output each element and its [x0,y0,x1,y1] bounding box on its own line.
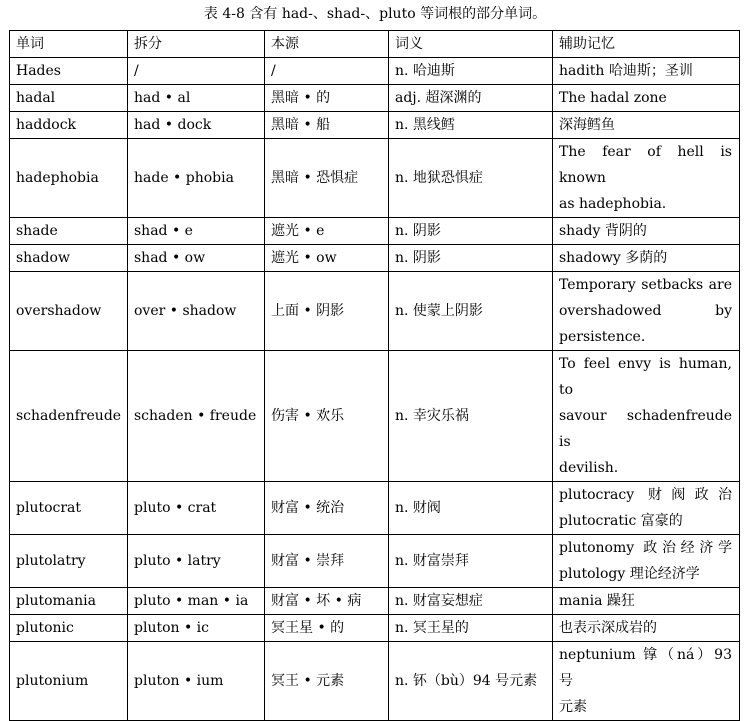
cell-word: shade [10,218,128,245]
cell-memory [553,482,740,535]
table-row [10,351,740,482]
cell-meaning: n. 地狱恐惧症 [389,139,553,218]
cell-word: shadow [10,245,128,272]
header-word: 单词 [10,31,128,58]
vocabulary-table [9,30,740,721]
header-meaning: 词义 [389,31,553,58]
cell-meaning: n. 幸灾乐祸 [389,351,553,482]
cell-word: haddock [10,112,128,139]
cell-word: schadenfreude [10,351,128,482]
memory-line: persistence. [559,329,646,345]
cell-origin: 财富 • 崇拜 [265,535,389,588]
memory-line: plutology 理论经济学 [559,566,700,582]
table-row [10,482,740,535]
header-memory: 辅助记忆 [553,31,740,58]
cell-word: plutonium [10,642,128,721]
memory-line: overshadowed by [559,303,732,319]
cell-split: / [128,58,265,85]
cell-word: hadal [10,85,128,112]
cell-split: pluton • ic [128,615,265,642]
cell-memory [553,351,740,482]
memory-line: 深海鳕鱼 [559,117,615,133]
table-row [10,85,740,112]
cell-origin: 遮光 • ow [265,245,389,272]
cell-meaning: n. 哈迪斯 [389,58,553,85]
table-row [10,245,740,272]
memory-line: as hadephobia. [559,196,667,212]
cell-meaning: n. 财富崇拜 [389,535,553,588]
cell-split: had • dock [128,112,265,139]
memory-line: 也表示深成岩的 [559,620,657,636]
cell-word: hadephobia [10,139,128,218]
table-row [10,112,740,139]
table-row [10,139,740,218]
cell-word: plutonic [10,615,128,642]
cell-memory [553,85,740,112]
header-split: 拆分 [128,31,265,58]
memory-line: plutocracy 财阀政治 [559,487,732,503]
table-body [10,58,740,721]
cell-split: had • al [128,85,265,112]
memory-line: mania 躁狂 [559,593,635,609]
memory-line: shady 背阴的 [559,223,647,239]
table-row [10,588,740,615]
cell-split: hade • phobia [128,139,265,218]
cell-memory [553,139,740,218]
cell-meaning: n. 黑线鳕 [389,112,553,139]
cell-origin: 财富 • 统治 [265,482,389,535]
cell-origin: 黑暗 • 的 [265,85,389,112]
cell-origin: / [265,58,389,85]
memory-line: To feel envy is human, to [559,356,732,398]
table-row [10,272,740,351]
cell-memory [553,112,740,139]
cell-meaning: n. 阴影 [389,218,553,245]
memory-line: 元素 [559,699,587,715]
table-row [10,615,740,642]
cell-meaning: adj. 超深渊的 [389,85,553,112]
cell-split: pluton • ium [128,642,265,721]
cell-split: schaden • freude [128,351,265,482]
cell-memory [553,58,740,85]
cell-meaning: n. 冥王星的 [389,615,553,642]
memory-line: savour schadenfreude is [559,408,732,450]
memory-line: The fear of hell is known [559,144,732,186]
cell-origin: 遮光 • e [265,218,389,245]
cell-memory [553,588,740,615]
cell-word: plutomania [10,588,128,615]
table-row [10,642,740,721]
memory-line: plutonomy 政治经济学 [559,540,732,556]
cell-meaning: n. 钚（bù）94 号元素 [389,642,553,721]
cell-word: plutolatry [10,535,128,588]
memory-line: shadowy 多荫的 [559,250,668,266]
cell-meaning: n. 财阀 [389,482,553,535]
cell-split: pluto • latry [128,535,265,588]
memory-line: The hadal zone [559,90,667,106]
cell-origin: 财富 • 坏 • 病 [265,588,389,615]
cell-memory [553,535,740,588]
table-row [10,218,740,245]
cell-memory [553,245,740,272]
header-row [10,31,740,58]
table-caption: 表 4-8 含有 had-、shad-、pluto 等词根的部分单词。 [203,6,547,22]
header-origin: 本源 [265,31,389,58]
cell-memory [553,642,740,721]
cell-origin: 伤害 • 欢乐 [265,351,389,482]
cell-origin: 黑暗 • 恐惧症 [265,139,389,218]
memory-line: neptunium 镎（ná）93 号 [559,647,732,689]
memory-line: plutocratic 富豪的 [559,513,683,529]
cell-word: Hades [10,58,128,85]
cell-memory [553,615,740,642]
cell-meaning: n. 使蒙上阴影 [389,272,553,351]
cell-split: shad • ow [128,245,265,272]
cell-origin: 冥王星 • 的 [265,615,389,642]
memory-line: hadith 哈迪斯；圣训 [559,63,693,79]
cell-split: shad • e [128,218,265,245]
cell-split: over • shadow [128,272,265,351]
table-row [10,535,740,588]
cell-memory [553,272,740,351]
cell-split: pluto • crat [128,482,265,535]
memory-line: devilish. [559,460,619,476]
cell-meaning: n. 财富妄想症 [389,588,553,615]
cell-split: pluto • man • ia [128,588,265,615]
cell-word: overshadow [10,272,128,351]
cell-word: plutocrat [10,482,128,535]
cell-memory [553,218,740,245]
cell-meaning: n. 阴影 [389,245,553,272]
cell-origin: 冥王 • 元素 [265,642,389,721]
cell-origin: 上面 • 阴影 [265,272,389,351]
cell-origin: 黑暗 • 船 [265,112,389,139]
table-row [10,58,740,85]
memory-line: Temporary setbacks are [559,277,732,293]
